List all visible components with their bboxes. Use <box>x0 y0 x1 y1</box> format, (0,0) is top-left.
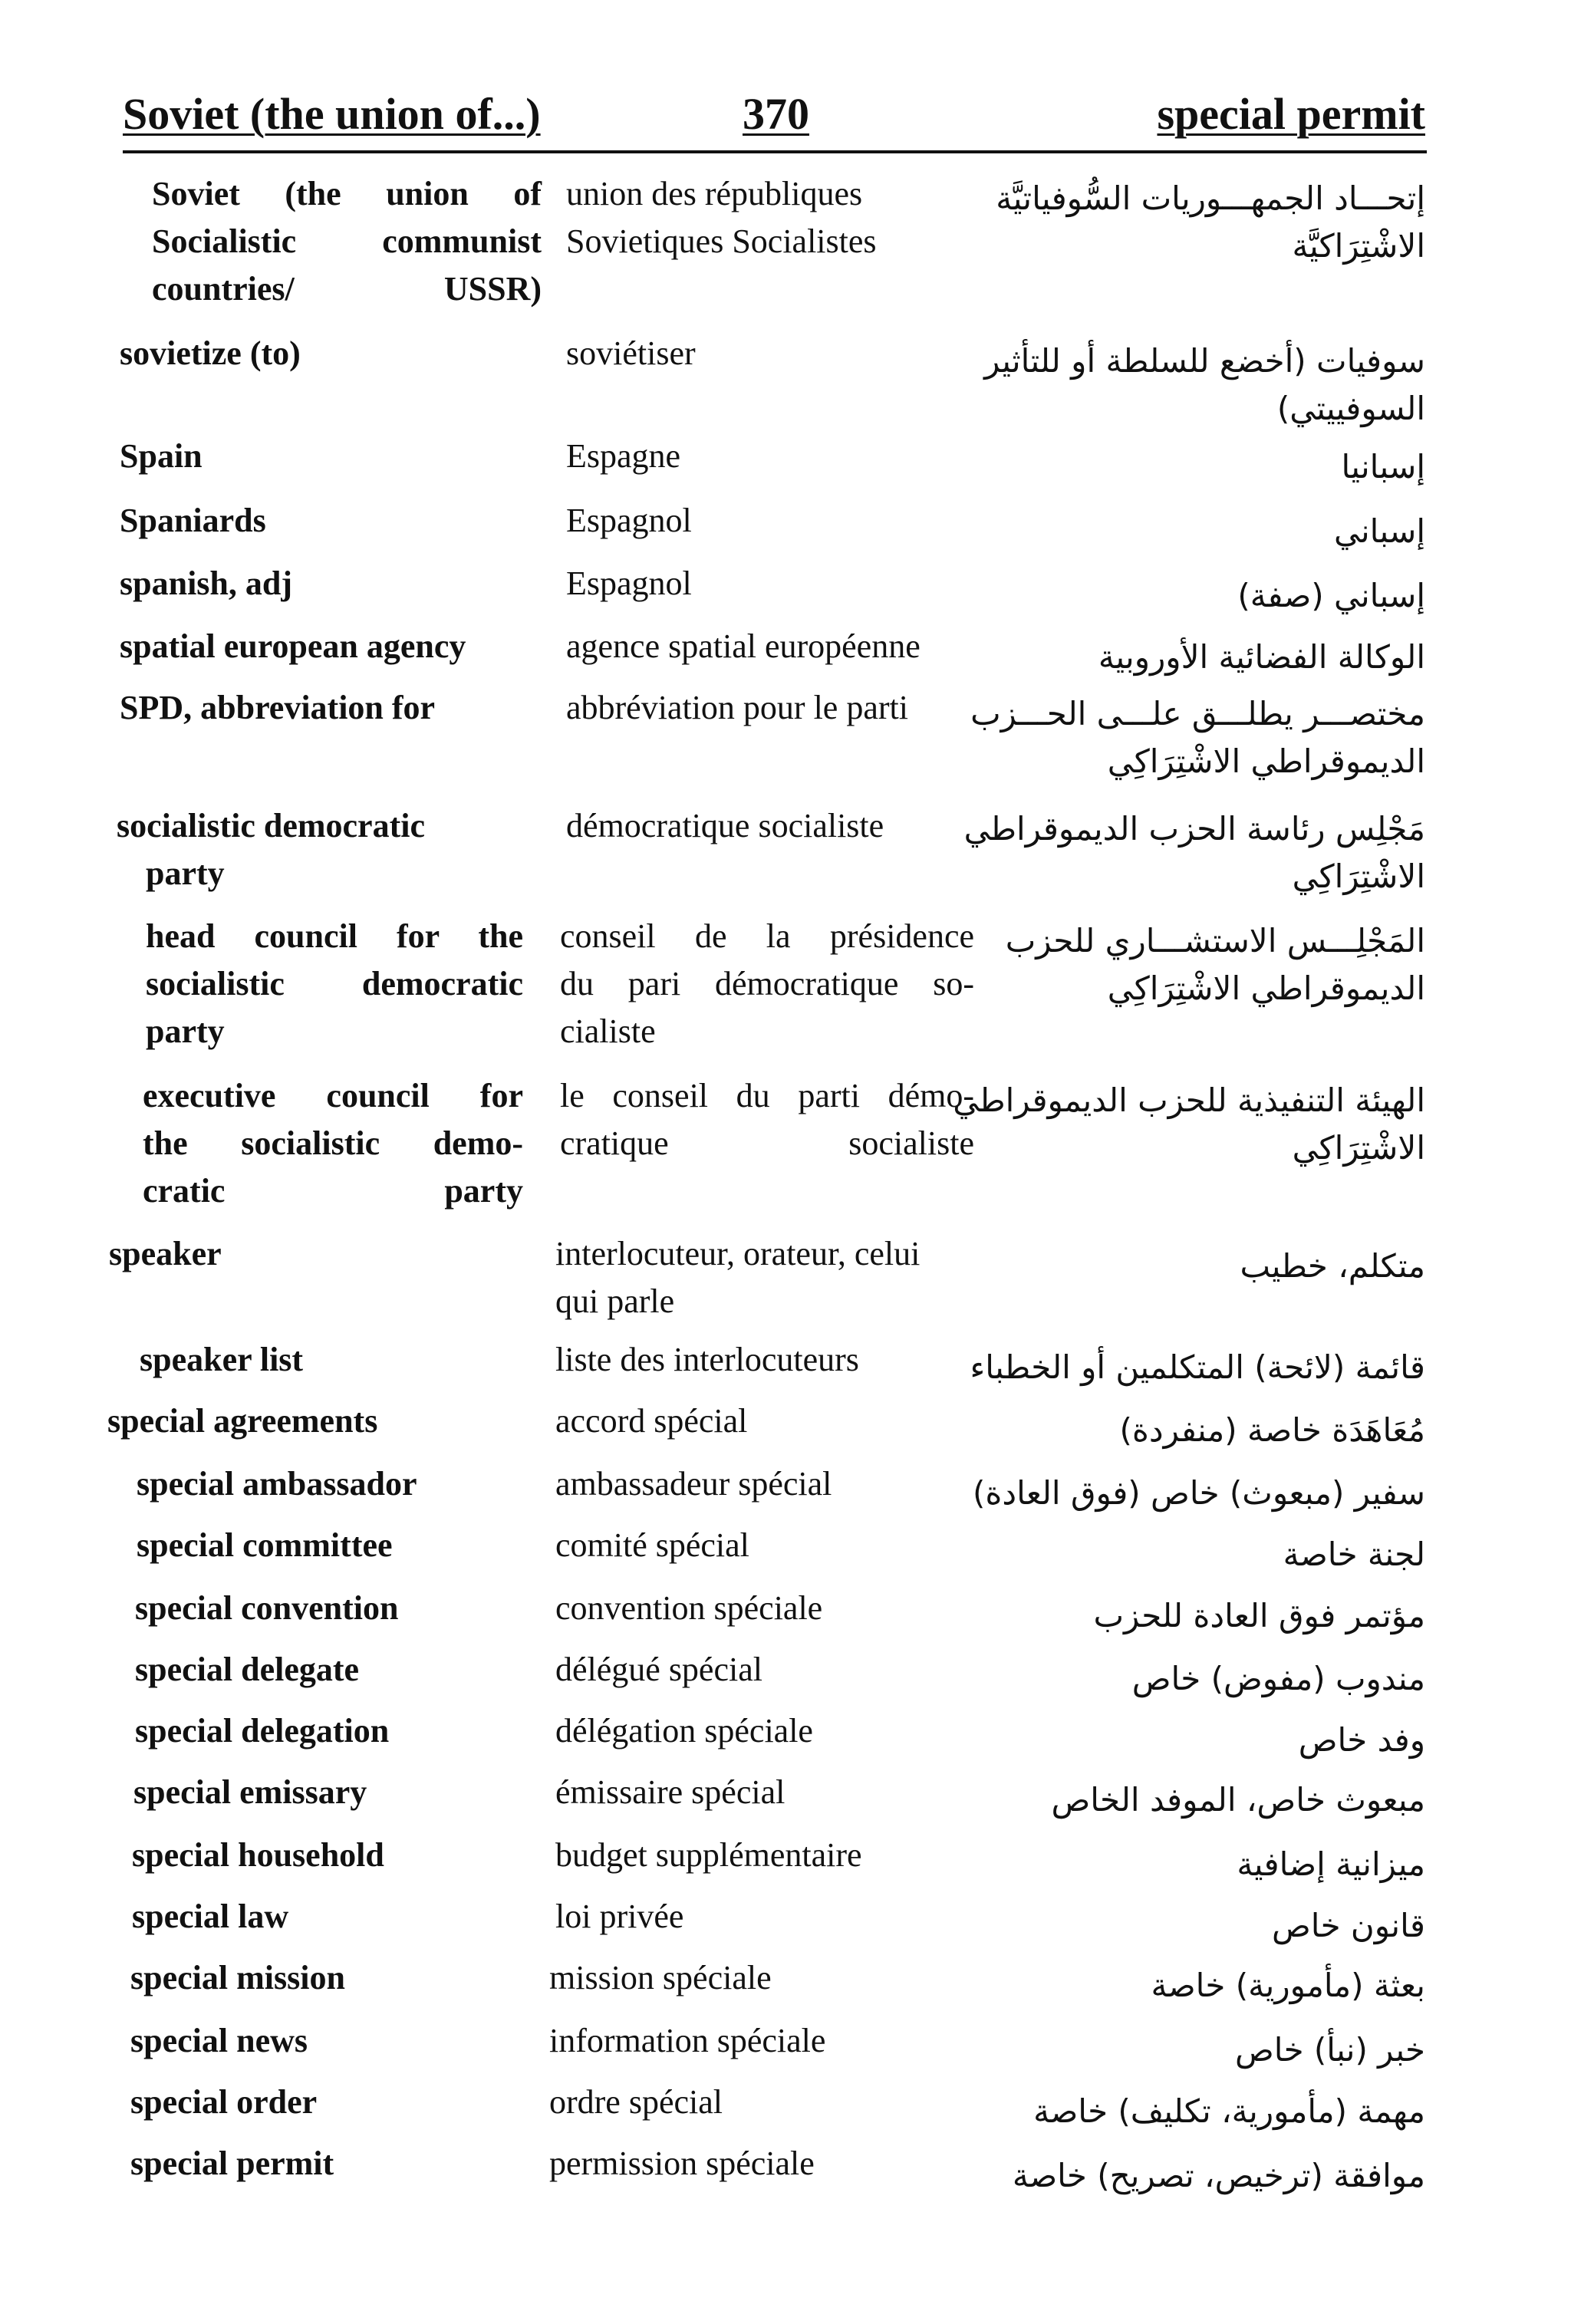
entry-arabic-translation <box>950 1902 1425 1950</box>
arabic-line: الاشْتِرَاكِي <box>1292 1129 1425 1167</box>
headword-line: special mission <box>130 1959 345 1996</box>
headword-line: party <box>146 1012 225 1050</box>
arabic-line: المَجْلِـــس الاستشـــاري للحزب <box>1005 922 1425 960</box>
french-line: ordre spécial <box>549 2083 723 2121</box>
entry-headword <box>152 170 542 313</box>
arabic-line: مبعوث خاص، الموفد الخاص <box>1051 1781 1425 1819</box>
arabic-line: موافقة (ترخيص، تصريح) خاصة <box>1012 2157 1425 2194</box>
french-line: mission spéciale <box>549 1959 772 1996</box>
entry-headword <box>140 1336 303 1384</box>
arabic-line: إسباني (صفة) <box>1237 577 1425 614</box>
entry-headword <box>137 1460 417 1508</box>
arabic-line: الاشْتِرَاكِي <box>1292 858 1425 895</box>
headword-line: special order <box>130 2083 318 2121</box>
entry-french-translation <box>555 1585 985 1632</box>
entry-arabic-translation <box>950 337 1425 433</box>
french-line: abbréviation pour le parti <box>566 689 908 726</box>
arabic-line: مختصـــر يطلـــق علـــى الحـــزب <box>970 695 1425 732</box>
entry-arabic-translation <box>950 805 1425 900</box>
arabic-line: الاشْتِرَاكيَّة <box>1292 227 1425 265</box>
headword-line: special household <box>132 1836 384 1874</box>
entry-arabic-translation <box>950 1470 1425 1517</box>
french-line: le conseil du parti démo- <box>560 1077 974 1114</box>
running-header-first-entry: Soviet (the union of...) <box>123 89 541 139</box>
entry-headword <box>132 1832 384 1879</box>
arabic-line: مؤتمر فوق العادة للحزب <box>1093 1597 1425 1634</box>
french-line: accord spécial <box>555 1402 748 1440</box>
arabic-line: سوفيات (أخضع للسلطة أو للتأثير <box>984 342 1425 380</box>
entry-headword <box>130 2140 334 2187</box>
entry-french-translation <box>555 1707 985 1755</box>
entry-arabic-translation <box>950 1243 1425 1290</box>
entry-french-translation <box>555 1460 985 1508</box>
arabic-line: متكلم، خطيب <box>1240 1247 1425 1285</box>
headword-line: special law <box>132 1898 289 1935</box>
headword-line: special delegation <box>135 1712 390 1750</box>
french-line: délégué spécial <box>555 1651 762 1688</box>
french-line: budget supplémentaire <box>555 1836 862 1874</box>
arabic-line: الهيئة التنفيذية للحزب الديموقراطي <box>953 1081 1425 1119</box>
headword-line: socialistic democratic <box>117 807 425 844</box>
french-line: information spéciale <box>549 2022 826 2059</box>
arabic-line: لجنة خاصة <box>1283 1536 1425 1573</box>
headword-line: special agreements <box>107 1402 378 1440</box>
headword-line: special ambassador <box>137 1465 417 1503</box>
entry-headword <box>120 497 266 545</box>
headword-line: head council for the <box>146 917 523 955</box>
entry-headword <box>132 1893 288 1941</box>
arabic-line: مندوب (مفوض) خاص <box>1131 1660 1425 1697</box>
headword-line: socialistic democratic <box>146 965 523 1002</box>
running-header-last-entry: special permit <box>1157 89 1425 139</box>
french-line: délégation spéciale <box>555 1712 813 1750</box>
entry-headword <box>130 2079 317 2126</box>
arabic-line: مَجْلِس رئاسة الحزب الديموقراطي <box>963 810 1425 848</box>
entry-headword <box>143 1072 523 1215</box>
entry-headword <box>137 1522 393 1569</box>
entry-french-translation <box>555 1769 985 1816</box>
arabic-line: الديموقراطي الاشْتِرَاكِي <box>1107 969 1425 1007</box>
entry-headword <box>133 1769 367 1816</box>
entry-arabic-translation <box>950 1841 1425 1888</box>
headword-line: special news <box>130 2022 308 2059</box>
french-line: conseil de la présidence <box>560 917 974 955</box>
arabic-line: السوفييتي) <box>1276 390 1425 427</box>
arabic-line: سفير (مبعوث) خاص (فوق العادة) <box>972 1474 1425 1512</box>
french-line: union des républiques <box>566 175 863 212</box>
entry-headword <box>107 1397 377 1445</box>
arabic-line: بعثة (مأمورية) خاصة <box>1151 1967 1425 2004</box>
headword-line: SPD, abbreviation for <box>120 689 436 726</box>
entry-arabic-translation <box>950 1407 1425 1454</box>
page-number: 370 <box>743 89 809 139</box>
entry-arabic-translation <box>950 690 1425 785</box>
french-line: du pari démocratique so- <box>560 965 974 1002</box>
french-line: qui parle <box>555 1282 675 1320</box>
entry-arabic-translation <box>950 1655 1425 1703</box>
headword-line: sovietize (to) <box>120 334 301 372</box>
arabic-line: مهمة (مأمورية، تكليف) خاصة <box>1033 2092 1425 2130</box>
entry-headword <box>135 1707 389 1755</box>
entry-french-translation <box>555 1336 985 1384</box>
entry-french-translation <box>566 560 996 607</box>
entry-french-translation <box>555 1230 985 1325</box>
entry-arabic-translation <box>950 1962 1425 2010</box>
entry-french-translation <box>566 330 996 377</box>
arabic-line: خبر (نبأ) خاص <box>1235 2031 1425 2069</box>
entry-french-translation <box>566 684 996 732</box>
arabic-line: قانون خاص <box>1272 1907 1425 1944</box>
headword-line: speaker <box>109 1235 222 1272</box>
headword-line: special delegate <box>135 1651 360 1688</box>
french-line: démocratique socialiste <box>566 807 884 844</box>
entry-arabic-translation <box>950 508 1425 555</box>
headword-line: special permit <box>130 2145 334 2182</box>
french-line: permission spéciale <box>549 2145 815 2182</box>
entry-arabic-translation <box>950 1717 1425 1764</box>
entry-arabic-translation <box>950 917 1425 1012</box>
headword-line: Spain <box>120 437 203 475</box>
entry-french-translation <box>566 623 996 670</box>
french-line: Sovietiques Socialistes <box>566 222 877 260</box>
entry-headword <box>146 913 523 1055</box>
french-line: loi privée <box>555 1898 684 1935</box>
entry-headword <box>135 1646 359 1694</box>
french-line: comité spécial <box>555 1526 749 1564</box>
entry-french-translation <box>566 497 996 545</box>
entry-french-translation <box>566 433 996 480</box>
entry-arabic-translation <box>950 1592 1425 1640</box>
entry-arabic-translation <box>950 634 1425 681</box>
entry-arabic-translation <box>950 2026 1425 2074</box>
entry-arabic-translation <box>950 2088 1425 2135</box>
entry-headword <box>120 433 203 480</box>
french-line: Espagnol <box>566 502 692 539</box>
arabic-line: وفد خاص <box>1298 1721 1425 1759</box>
headword-line: Soviet (the union of <box>152 175 542 212</box>
french-line: cialiste <box>560 1012 656 1050</box>
entry-headword <box>120 684 435 732</box>
headword-line: speaker list <box>140 1341 304 1378</box>
entry-headword <box>130 2017 308 2065</box>
entry-arabic-translation <box>950 1077 1425 1172</box>
entry-french-translation <box>555 1522 985 1569</box>
headword-line: cratic party <box>143 1172 523 1210</box>
entry-french-translation <box>560 1072 974 1167</box>
headword-line: spanish, adj <box>120 565 293 602</box>
arabic-line: قائمة (لائحة) المتكلمين أو الخطباء <box>970 1348 1425 1386</box>
arabic-line: إسبانيا <box>1341 448 1425 486</box>
french-line: convention spéciale <box>555 1589 823 1627</box>
entry-arabic-translation <box>950 1344 1425 1391</box>
french-line: soviétiser <box>566 334 696 372</box>
headword-line: special emissary <box>133 1773 367 1811</box>
french-line: interlocuteur, orateur, celui <box>555 1235 921 1272</box>
headword-line: countries/ USSR) <box>152 270 542 308</box>
entry-arabic-translation <box>950 443 1425 491</box>
entry-french-translation <box>549 2079 979 2126</box>
arabic-line: ميزانية إضافية <box>1237 1845 1425 1883</box>
entry-french-translation <box>566 802 996 850</box>
headword-line: special committee <box>137 1526 393 1564</box>
entry-french-translation <box>555 1832 985 1879</box>
headword-line: Spaniards <box>120 502 266 539</box>
arabic-line: الوكالة الفضائية الأوروبية <box>1098 638 1425 676</box>
entry-french-translation <box>549 2140 979 2187</box>
entry-arabic-translation <box>950 572 1425 620</box>
entry-headword <box>130 1954 345 2002</box>
header-rule <box>123 150 1427 153</box>
entry-headword <box>117 802 425 897</box>
entry-headword <box>135 1585 398 1632</box>
entry-french-translation <box>549 1954 979 2002</box>
entry-arabic-translation <box>950 1776 1425 1824</box>
entry-french-translation <box>566 170 996 265</box>
entry-french-translation <box>560 913 974 1055</box>
entry-french-translation <box>549 2017 979 2065</box>
headword-line: the socialistic demo- <box>143 1124 523 1162</box>
entry-french-translation <box>555 1646 985 1694</box>
headword-line: Socialistic communist <box>152 222 542 260</box>
headword-line: spatial european agency <box>120 627 466 665</box>
entry-headword <box>120 560 292 607</box>
entry-arabic-translation <box>950 175 1425 270</box>
french-line: ambassadeur spécial <box>555 1465 832 1503</box>
french-line: cratique socialiste <box>560 1124 974 1162</box>
french-line: émissaire spécial <box>555 1773 786 1811</box>
arabic-line: مُعَاهَدَة خاصة (منفردة) <box>1119 1411 1425 1449</box>
arabic-line: الديموقراطي الاشْتِرَاكِي <box>1107 742 1425 780</box>
french-line: Espagne <box>566 437 681 475</box>
headword-line: party <box>146 854 225 892</box>
headword-line: special convention <box>135 1589 399 1627</box>
entry-french-translation <box>555 1893 985 1941</box>
entry-arabic-translation <box>950 2152 1425 2200</box>
french-line: liste des interlocuteurs <box>555 1341 859 1378</box>
arabic-line: إسباني <box>1333 512 1425 550</box>
arabic-line: إتحـــاد الجمهـــوريات السُّوفياتيَّة <box>996 179 1425 217</box>
entry-headword <box>109 1230 222 1278</box>
entry-headword <box>120 623 466 670</box>
entry-headword <box>120 330 301 377</box>
french-line: agence spatial européenne <box>566 627 921 665</box>
entry-french-translation <box>555 1397 985 1445</box>
french-line: Espagnol <box>566 565 692 602</box>
entry-arabic-translation <box>950 1531 1425 1578</box>
headword-line: executive council for <box>143 1077 523 1114</box>
